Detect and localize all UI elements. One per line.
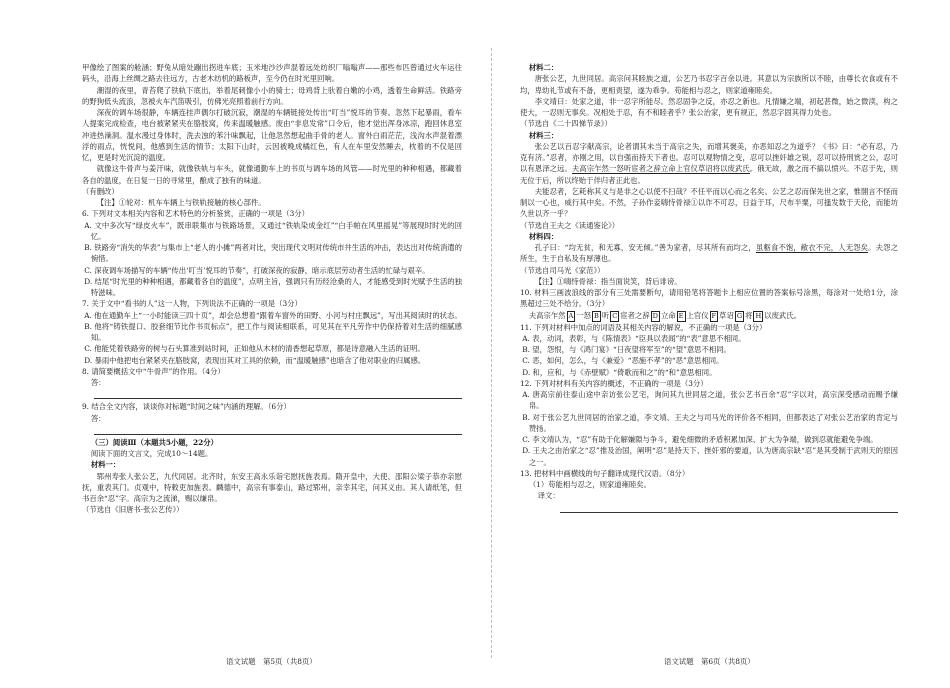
q10-box-g[interactable]: G	[736, 311, 743, 320]
question-6-option-b: B. 铁路旁“消失的华表”与集市上“老人的小摊”两者对比，突出现代文明对传统市井生活的冲击，表达出对传统消遣的惋惜。	[84, 243, 462, 264]
material-2-citation: （节选自《二十四悌节录》）	[520, 119, 612, 129]
material-4-text	[520, 242, 898, 265]
translation-answer-line[interactable]	[560, 502, 898, 513]
section-3-title: （三）阅读Ⅲ（本题共5小题，22分）	[90, 437, 218, 447]
material-3-title: 材料三：	[528, 130, 559, 140]
question-12-option-a: A. 唐高宗前往泰山途中亲访张公艺宅，询问其九世同居之道，张公艺书百余“忍”字以对，高宗深受感动而赐予缣帛。	[522, 390, 898, 411]
material-4-title: 材料四：	[528, 231, 559, 241]
q10-box-e[interactable]: E	[678, 311, 684, 320]
q10-seg-2: 听	[601, 310, 610, 320]
q10-box-b[interactable]: B	[594, 311, 599, 320]
question-12-stem: 12. 下列对材料有关内容的概述，不正确的一项是（3分）	[520, 378, 708, 388]
question-8-answer-line[interactable]	[94, 388, 462, 399]
question-8-answer-label: 答：	[90, 378, 106, 387]
question-13-item-1: （1）苟能相与忍之，则家道雍睦矣。	[528, 480, 651, 489]
right-page-footer: 语文试题 第6页（共8页）	[664, 657, 755, 666]
material-1-title: 材料一：	[90, 460, 121, 470]
question-11-option-d: D. 和，应和，与《赤壁赋》“倚歌而和之”的“和”意思相同。	[522, 367, 717, 377]
q10-seg-6: 草诏	[719, 310, 734, 320]
question-6-option-c: C. 深夜调车场描写的车辆“传出‘叮当’悦耳的节奏”，打破深夜的寂静，暗示底层劳动者生活的忙碌与艰辛。	[84, 265, 430, 275]
left-page-footer: 语文试题 第5页（共8页）	[226, 657, 317, 666]
material-2-text: 唐张公艺，九世同居。高宗问其睦族之道，公艺乃书忍字百余以进。其意以为宗族所以不睦，由尊长衣食或有不均，卑幼礼节或有不备，更相责望，遂为乖争。苟能相与忍之，则家道雍睦矣。	[520, 74, 898, 95]
page-divider	[491, 48, 492, 658]
q10-seg-5: 上官仪	[686, 310, 709, 320]
material-4-pre: 孔子曰：“均无贫，和无寡，安无倾。”善为家者，尽其所有而均之，	[534, 243, 756, 252]
story-paragraph-3: 深夜的调车场很静，车辆连挂声偶尔打破沉寂，潮湿的车辆链接处传出“叮当”悦耳的节奏。忽然下起暴雨，看车人提案完成检查，电台被紧紧夹在胳肢窝，传来温暖触感。废由“非息发常”口令后，他才觉出浑身冰凉，跑回休息室冲进热澡洞。温水漫过身体时，洗去浊的苯汁味飘起，让他忽然想起曲手骨的老人。窗外白雨茫茫，浅沟水声混着漂浮的雨点，恍悦间，他感到生活的情节；太阳下山时，云因被晚成橘红色，有人在车里安然睡去，枕着的不仅是回忆，更是时光沉淀的温度。	[82, 108, 462, 162]
q10-box-h[interactable]: H	[755, 311, 762, 320]
q10-seg-1: 一怒	[576, 310, 592, 320]
question-11-option-b: B. 望，怨恨，与《鸿门宴》“日夜望将军至”的“望”意思不相同。	[522, 345, 731, 354]
material-2-title: 材料二：	[528, 63, 559, 72]
question-9-answer-line[interactable]	[94, 424, 462, 435]
story-paragraph-1: 甲像绘了图案的舱涵；野兔从暗处蹦出拐进车底；玉米地沙沙声混着远处纺织厂嗡嗡声——那些布匹曾通过火车运往码头，沿海上丝绸之路去往远方，古老木纺机的路板声，至今仍在时光里回响。	[82, 63, 462, 84]
material-3-citation: （节选自王夫之《读通鉴论》）	[520, 220, 620, 230]
question-7-option-a: A. 他在通勤车上“一小时能读三四十页”，却会总想着“跟着车窗外的田野、小河与村庄飘远”，写出其阅读时的状态。	[84, 310, 462, 320]
story-note: 【注】①轮对：机车车辆上与铁轨接触的核心部件。	[96, 198, 266, 207]
question-12-option-b: B. 对于张公艺九世同居的治家之道，李文靖、王夫之与司马光的评价各不相同，但都表达了对张公艺治家的肯定与赞扬。	[522, 412, 898, 433]
q10-seg-4: 立命	[660, 310, 676, 320]
material-2-text-2: 李文靖曰：处家之道，非一忍字所能尽。然忍固争之反，亦忍之新也。凡情嫌之端，初起甚微，始之微渎，构之使大，一忍则无事矣。况相处于忍，有不和睦者乎？张公治家，更有规正，然忍字固其得力处也。	[520, 96, 898, 117]
question-10-stem: 10. 材料三画波浪线的部分有三处需要断句，请用铅笔将答题卡上相应位置的答案标号涂黑，每涂对一处给1分，涂黑超过三处不给分。（3分）	[520, 288, 898, 309]
material-3-text-1	[520, 141, 898, 186]
story-citation: （有删改）	[82, 186, 119, 196]
question-12-option-d: D. 王夫之由治家之“忍”推及治国，阐明“忍”是持天下、挫奸邪的要道，认为唐高宗缺“忍”是其受制于武则天的原因之一。	[522, 446, 898, 467]
translation-label: 译文：	[537, 491, 560, 501]
story-paragraph-2: 潮湿的夜里，青苔爬了铁轨下底出，举着尾刺像小小的骑士；母鸡背上驮着白嫩的小鸡，透着生命鲜活。铁路旁的野狗低头流浪，忽被火车汽笛吸引，仿佛光亮照着前行方向。	[82, 85, 462, 106]
q10-seg-7: 将	[745, 310, 753, 320]
material-1-citation: （节选自《旧唐书·张公艺传》）	[82, 505, 184, 515]
material-note: 【注】①嗨恃骨禄：指当面说笑，背后诽谤。	[534, 276, 682, 286]
question-7-option-d: D. 暴雨中他把电台紧紧夹在胳肢窝，表现出其对工具的依赖，而“温暖触感”也暗含了他对职业的归属感。	[84, 355, 426, 365]
question-11-option-a: A. 表，动词，表彰，与《陈情表》“臣具以表闻”的“表”意思不相同。	[522, 333, 746, 343]
question-6-stem: 6. 下列对文本相关内容和艺术特色的分析鉴赏，正确的一项是（3分）	[82, 209, 309, 219]
material-1-text: 郓州寿张人张公艺，九代同居。北齐时，东安王高永乐诣宅慰抚旌表焉。隋开皇中，大使、邵阳公梁子恭亦亲慰抚，重表其门。贞观中，特敕吏加旌表。麟德中，高宗有事泰山，路过郓州，亲幸其宅，问其义由。其人请纸笔，但书百余“忍”字。高宗为之流涕，赐以缣帛。	[82, 471, 462, 503]
q10-box-d[interactable]: D	[652, 311, 658, 320]
question-9-stem: 9. 结合全文内容，谈谈你对标题“时间之味”内涵的理解。（6分）	[82, 402, 291, 412]
question-9-answer-label: 答：	[90, 413, 106, 423]
question-7-stem: 7. 关于文中“看书的人”这一人物，下列说法不正确的一项是（3分）	[82, 299, 302, 309]
material-3-text-1-tail: 。俄无故，激之而不搞以愤兴。不忍于先，则无位于后，所以终贻于佯归者正此也。	[520, 164, 898, 185]
material-3-text-1-content: 张公艺以百忍字献高宗，论者谓其未当于高宗之失，而增其褒美，亦恶知忍之为道乎？《书》曰：“必有忍，乃克有济。”忍者，亦刚之用，以自强而持天下者也。忍可以观物情之变，忍可以挫奸雄之锐，忍可以持刑赏之公，忍可以有恩泽之远。	[520, 141, 898, 174]
q10-seg-8: 以废武氏。	[764, 310, 801, 320]
material-4-citation: （节选自司马光《家范》）	[520, 265, 605, 275]
right-page	[520, 62, 898, 515]
question-11-stem: 11. 下列对材料中加点的词语及其相关内容的解说，不正确的一项是（3分）	[520, 322, 767, 332]
left-page	[82, 62, 462, 516]
q10-box-a[interactable]: A	[568, 311, 574, 320]
question-10-sentence	[520, 310, 898, 322]
q10-seg-0: 夫高宗乍然	[528, 310, 566, 320]
question-12-option-c: C. 李文靖认为，“忍”有助于化解嫌隙与争斗，避免细微的矛盾积累加深、扩大为争端，做到忍就能避免争端。	[522, 435, 878, 444]
story-paragraph-4: 就像这牛骨声与姜汗味，就像铁轨与车头，就像通勤车上的书页与调车场的风管——时光里的种种相遇，都藏着各自的温度，在日复一日的寻常里，酿成了独有的味道。	[82, 164, 462, 185]
question-8-stem: 8. 请简要概括文中“牛骨声”的作用。（4分）	[82, 366, 225, 376]
material-3-wavy-sentence: 夫高宗乍然一怒听宦者之辞立命上官仪草诏将以废武氏	[571, 164, 750, 174]
material-4-underlined-sentence: 虽粝食不饱，敝衣不完，人无怨矣	[755, 243, 869, 252]
question-11-option-c: C. 恶，如何，怎么，与《兼爱》“恶施不孝”的“恶”意思相同。	[522, 356, 724, 366]
question-6-option-a: A. 文中多次写“绿皮火车”，既串联集市与铁路场景，又通过“铁轨染成金红”“白手帕在风里摇晃”等展现时时光的回忆。	[84, 220, 462, 241]
q10-seg-3: 宦者之辞	[620, 310, 650, 320]
question-7-option-b: B. 他将“铸铁提口、胶套细节比作书页标点”，把工作与阅读相联系，可见其在平凡劳作中仍保持着对生活的细腻感知。	[84, 321, 462, 342]
q10-box-c[interactable]: C	[612, 311, 618, 320]
question-13-stem: 13. 把材料中画横线的句子翻译成现代汉语。（8分）	[520, 468, 690, 478]
material-3-text-3: 夫能忍者，乞耗称其义与是非之心以使不扫哉？不任平而以心而之名矣。公艺之忍而保先世之家，惟閤言不怪而制以一心也，威行其中矣。不然，子孙作妾嗨恃骨禄①以诈不可忍，日益于耳，尺布半粟，可搔发数于天伦，而能坊久世以齐一乎？	[520, 186, 898, 219]
q10-box-f[interactable]: F	[711, 311, 717, 320]
section-3-intro: 阅读下面的文言文，完成10～14题。	[90, 449, 213, 458]
question-6-option-d: D. 结尾“时光里的种种相遇，都藏着各自的温度”，点明主旨，强调只有历经沧桑的人，才能感受到时光赋予生活的独特滋味。	[84, 276, 462, 297]
material-4-post: 。夫怨之所生，生于自私及有厚薄也。	[520, 243, 898, 264]
question-7-option-c: C. 他能凭着铁路旁的树与石头算准到站时间，正如他从木材的清香想起草原，都是诗意融入生活的证明。	[84, 344, 425, 354]
